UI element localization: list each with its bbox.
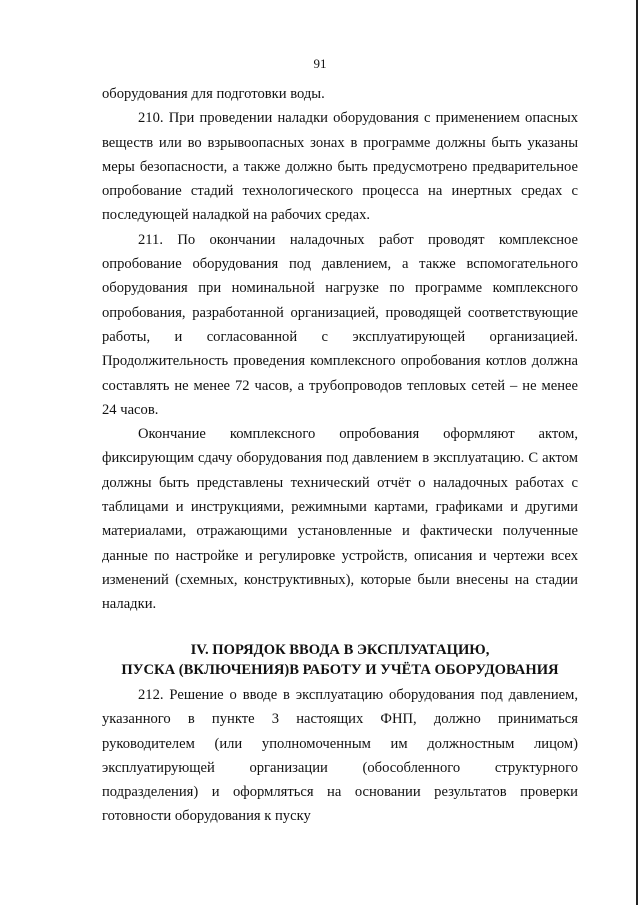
paragraph-211: 211. По окончании наладочных работ проводят комплексное опробование оборудования под давлением, а также вспомогательного оборудования при номинальной нагрузке по программе комплексного опробования, разработанной организацией, проводящей соответствующие работы, и согласованной с эксплуатирующей организацией. Продолжительность проведения комплексного опробования котлов должна составлять не менее 72 часов, а трубопроводов тепловых сетей – не менее 24 часов. [102, 231, 578, 418]
paragraph-continuation: оборудования для подготовки воды. [102, 86, 325, 102]
section-heading [102, 640, 578, 680]
body-text [102, 82, 578, 617]
body-text-section-4 [102, 683, 578, 829]
paragraph-212: 212. Решение о вводе в эксплуатацию оборудования под давлением, указанного в пункте 3 настоящих ФНП, должно приниматься руководителем (или уполномоченным им должностным лицом) эксплуатирующей организации (обособленного структурного подразделения) и оформляться на основании результатов проверки готовности оборудования к пуску [102, 687, 578, 825]
page-number: 91 [313, 56, 327, 71]
paragraph-210: 210. При проведении наладки оборудования с применением опасных веществ или во взрывоопасных зонах в программе должны быть указаны меры безопасности, а также должно быть предусмотрено предварительное опробование стадий технологического процесса на инертных средах с последующей наладкой на рабочих средах. [102, 110, 578, 224]
section-heading-line-2: ПУСКА (ВКЛЮЧЕНИЯ)В РАБОТУ И УЧЁТА ОБОРУДОВАНИЯ [121, 662, 559, 678]
scan-edge [636, 0, 638, 905]
paragraph-act: Окончание комплексного опробования оформляют актом, фиксирующим сдачу оборудования под давлением в эксплуатацию. С актом должны быть представлены технический отчёт о наладочных работах с таблицами и инструкциями, режимными картами, графиками и другими материалами, отражающими установленные и фактически полученные данные по настройке и регулировке устройств, описания и чертежи всех изменений (схемных, конструктивных), которые были внесены на стадии наладки. [102, 426, 578, 613]
section-heading-line-1: IV. ПОРЯДОК ВВОДА В ЭКСПЛУАТАЦИЮ, [190, 642, 490, 658]
